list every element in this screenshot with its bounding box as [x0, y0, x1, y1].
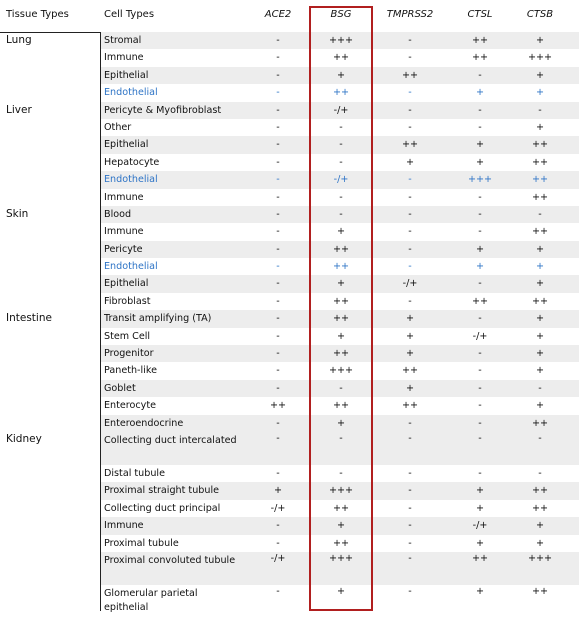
bsg-value: ++ — [332, 295, 350, 307]
ctsl-value: ++ — [471, 295, 489, 307]
ctsl-value: - — [478, 467, 482, 479]
cell-type-label: Transit amplifying (TA) — [104, 313, 212, 325]
tmprss2-value: ++ — [401, 365, 419, 377]
ctsl-value: + — [475, 139, 485, 151]
ctsl-value: -/+ — [472, 520, 488, 532]
bsg-value: -/+ — [333, 174, 349, 186]
tmprss2-value: -/+ — [402, 278, 418, 290]
tmprss2-value: ++ — [401, 69, 419, 81]
table-row — [0, 552, 579, 585]
cell-type-label: Collecting duct intercalated — [104, 434, 237, 446]
ctsb-value: + — [535, 365, 545, 377]
tmprss2-value: - — [408, 295, 412, 307]
table-row — [0, 102, 579, 119]
table-row — [0, 585, 579, 618]
tissue-type-label: Intestine — [6, 312, 52, 325]
table-row — [0, 189, 579, 206]
table-row — [0, 397, 579, 414]
ctsb-value: + — [535, 313, 545, 325]
tmprss2-value: - — [408, 537, 412, 549]
table-row — [0, 432, 579, 465]
ctsb-value: + — [535, 330, 545, 342]
tmprss2-value: - — [408, 432, 412, 444]
table-row — [0, 223, 579, 240]
ctsl-value: + — [475, 585, 485, 597]
header-ctsb: CTSB — [526, 9, 554, 20]
ace2-value: - — [276, 52, 280, 64]
bsg-value: + — [336, 278, 346, 290]
bsg-value: -/+ — [333, 104, 349, 116]
ctsl-value: - — [478, 432, 482, 444]
tmprss2-value: - — [408, 174, 412, 186]
ace2-value: ++ — [269, 400, 287, 412]
table-row — [0, 258, 579, 275]
ctsl-value: + — [475, 485, 485, 497]
ace2-value: - — [276, 69, 280, 81]
tissue-type-label: Liver — [6, 103, 32, 116]
cell-type-column-divider — [100, 32, 101, 611]
ctsl-value: ++ — [471, 35, 489, 46]
cell-type-label: Epithelial — [104, 139, 149, 151]
ace2-value: - — [276, 174, 280, 186]
cell-type-label: Enterocyte — [104, 400, 157, 412]
ctsl-value: - — [478, 208, 482, 220]
ace2-value: - — [276, 365, 280, 377]
ace2-value: - — [276, 537, 280, 549]
table-row — [0, 465, 579, 482]
bsg-value: + — [336, 330, 346, 342]
cell-type-label: Endothelial — [104, 261, 158, 273]
ctsb-value: - — [538, 467, 542, 479]
header-bsg: BSG — [330, 9, 352, 20]
tmprss2-value: + — [405, 156, 415, 168]
ctsb-value: ++ — [531, 226, 549, 238]
ctsl-value: - — [478, 104, 482, 116]
cell-type-label: Immune — [104, 520, 144, 532]
table-row — [0, 49, 579, 66]
ctsb-value: - — [538, 104, 542, 116]
tmprss2-value: + — [405, 330, 415, 342]
ace2-value: - — [276, 104, 280, 116]
ace2-value: - — [276, 467, 280, 479]
tmprss2-value: - — [408, 552, 412, 564]
table-row — [0, 517, 579, 534]
tmprss2-value: + — [405, 313, 415, 325]
ctsl-value: - — [478, 365, 482, 377]
tmprss2-value: - — [408, 467, 412, 479]
cell-type-label: Collecting duct principal — [104, 502, 221, 514]
table-row — [0, 206, 579, 223]
cell-type-label: Distal tubule — [104, 467, 165, 479]
cell-type-label: Epithelial — [104, 278, 149, 290]
cell-type-label: Proximal tubule — [104, 537, 179, 549]
ctsl-value: - — [478, 313, 482, 325]
ctsb-value: ++ — [531, 139, 549, 151]
ctsb-value: + — [535, 278, 545, 290]
ctsb-value: + — [535, 87, 545, 99]
table-row — [0, 275, 579, 292]
table-row — [0, 362, 579, 379]
tmprss2-value: - — [408, 191, 412, 203]
bsg-value: ++ — [332, 348, 350, 360]
bsg-highlight-box — [309, 6, 373, 611]
table-row — [0, 32, 579, 49]
cell-type-label: Progenitor — [104, 348, 154, 360]
ctsl-value: - — [478, 417, 482, 429]
ctsl-value: + — [475, 87, 485, 99]
table-row — [0, 482, 579, 499]
bsg-value: ++ — [332, 537, 350, 549]
ctsb-value: + — [535, 121, 545, 133]
tmprss2-value: - — [408, 208, 412, 220]
bsg-value: +++ — [328, 485, 354, 497]
tmprss2-value: - — [408, 121, 412, 133]
ctsl-value: -/+ — [472, 330, 488, 342]
header-ctsl: CTSL — [467, 9, 493, 20]
tissue-type-label: Skin — [6, 207, 29, 220]
tmprss2-value: - — [408, 502, 412, 514]
ace2-value: - — [276, 139, 280, 151]
ctsl-value: - — [478, 226, 482, 238]
bsg-value: - — [339, 156, 343, 168]
tmprss2-value: ++ — [401, 139, 419, 151]
cell-type-label: Immune — [104, 191, 144, 203]
tmprss2-value: - — [408, 243, 412, 255]
cell-type-label: Endothelial — [104, 87, 158, 99]
tmprss2-value: - — [408, 585, 412, 597]
table-row — [0, 415, 579, 432]
ace2-value: - — [276, 520, 280, 532]
ctsl-value: + — [475, 261, 485, 273]
ace2-value: - — [276, 156, 280, 168]
bsg-value: - — [339, 382, 343, 394]
ace2-value: - — [276, 226, 280, 238]
ctsl-value: + — [475, 502, 485, 514]
bsg-value: + — [336, 417, 346, 429]
ctsl-value: - — [478, 348, 482, 360]
tmprss2-value: - — [408, 485, 412, 497]
cell-type-label: Glomerular parietal epithelial — [104, 587, 198, 613]
tmprss2-value: - — [408, 520, 412, 532]
bsg-value: - — [339, 467, 343, 479]
table-row — [0, 535, 579, 552]
ace2-value: - — [276, 208, 280, 220]
header-cell-types: Cell Types — [104, 9, 155, 20]
header-tmprss2: TMPRSS2 — [386, 9, 434, 20]
ace2-value: - — [276, 121, 280, 133]
tmprss2-value: - — [408, 226, 412, 238]
table-row — [0, 119, 579, 136]
table-row — [0, 84, 579, 101]
bsg-value: ++ — [332, 502, 350, 514]
ctsb-value: +++ — [527, 52, 553, 64]
bsg-value: ++ — [332, 313, 350, 325]
ctsl-value: + — [475, 537, 485, 549]
ctsb-value: + — [535, 537, 545, 549]
bsg-value: - — [339, 208, 343, 220]
table-row — [0, 136, 579, 153]
ace2-value: - — [276, 295, 280, 307]
ace2-value: + — [273, 485, 283, 497]
table-row — [0, 310, 579, 327]
ctsb-value: ++ — [531, 174, 549, 186]
tmprss2-value: ++ — [401, 400, 419, 412]
ctsl-value: + — [475, 243, 485, 255]
bsg-value: - — [339, 191, 343, 203]
ace2-value: - — [276, 330, 280, 342]
ace2-value: -/+ — [270, 552, 286, 564]
table-row — [0, 345, 579, 362]
cell-type-label: Other — [104, 121, 132, 133]
ctsb-value: - — [538, 208, 542, 220]
bsg-value: + — [336, 226, 346, 238]
ctsb-value: ++ — [531, 156, 549, 168]
ctsb-value: ++ — [531, 417, 549, 429]
bsg-value: +++ — [328, 35, 354, 46]
bsg-value: ++ — [332, 52, 350, 64]
table-body — [0, 32, 579, 618]
ace2-value: - — [276, 313, 280, 325]
tissue-type-label: Kidney — [6, 432, 42, 445]
ctsb-value: + — [535, 520, 545, 532]
ace2-value: - — [276, 585, 280, 597]
ace2-value: - — [276, 348, 280, 360]
ace2-value: - — [276, 382, 280, 394]
bsg-value: + — [336, 520, 346, 532]
ctsb-value: ++ — [531, 502, 549, 514]
tmprss2-value: - — [408, 417, 412, 429]
ctsl-value: - — [478, 69, 482, 81]
ctsl-value: ++ — [471, 52, 489, 64]
bsg-value: + — [336, 585, 346, 597]
tmprss2-value: + — [405, 382, 415, 394]
ctsb-value: + — [535, 348, 545, 360]
bsg-value: - — [339, 139, 343, 151]
ace2-value: - — [276, 261, 280, 273]
ctsl-value: - — [478, 121, 482, 133]
ace2-value: - — [276, 243, 280, 255]
header-tissue-types: Tissue Types — [6, 9, 69, 20]
ctsb-value: + — [535, 69, 545, 81]
cell-type-label: Immune — [104, 52, 144, 64]
cell-type-label: Epithelial — [104, 69, 149, 81]
ctsb-value: ++ — [531, 191, 549, 203]
cell-type-label: Paneth-like — [104, 365, 157, 377]
cell-type-label: Pericyte & Myofibroblast — [104, 104, 222, 116]
bsg-value: ++ — [332, 261, 350, 273]
cell-type-label: Immune — [104, 226, 144, 238]
ctsl-value: + — [475, 156, 485, 168]
cell-type-label: Enteroendocrine — [104, 417, 184, 429]
table-row — [0, 500, 579, 517]
ace2-value: - — [276, 87, 280, 99]
ctsb-value: + — [535, 35, 545, 46]
cell-type-label: Goblet — [104, 382, 136, 394]
cell-type-label: Hepatocyte — [104, 156, 160, 168]
ctsl-value: - — [478, 400, 482, 412]
ctsb-value: ++ — [531, 585, 549, 597]
ctsb-value: ++ — [531, 485, 549, 497]
bsg-value: - — [339, 432, 343, 444]
table-header — [0, 0, 579, 32]
ace2-value: - — [276, 432, 280, 444]
ace2-value: -/+ — [270, 502, 286, 514]
bsg-value: - — [339, 121, 343, 133]
ctsb-value: +++ — [527, 552, 553, 564]
bsg-value: +++ — [328, 365, 354, 377]
table-row — [0, 67, 579, 84]
ctsb-value: + — [535, 400, 545, 412]
tissue-type-label: Lung — [6, 34, 32, 46]
cell-type-label: Proximal convoluted tubule — [104, 554, 236, 566]
cell-type-label: Proximal straight tubule — [104, 485, 220, 497]
ctsb-value: - — [538, 382, 542, 394]
table-row — [0, 380, 579, 397]
ctsb-value: + — [535, 243, 545, 255]
bsg-value: ++ — [332, 87, 350, 99]
tmprss2-value: - — [408, 261, 412, 273]
table-row — [0, 293, 579, 310]
ace2-value: - — [276, 191, 280, 203]
ctsb-value: ++ — [531, 295, 549, 307]
tmprss2-value: - — [408, 35, 412, 46]
ctsl-value: ++ — [471, 552, 489, 564]
tmprss2-value: - — [408, 52, 412, 64]
cell-type-label: Stromal — [104, 35, 142, 46]
table-row — [0, 171, 579, 188]
table-row — [0, 154, 579, 171]
ctsl-value: - — [478, 191, 482, 203]
bsg-value: ++ — [332, 400, 350, 412]
bsg-value: +++ — [328, 552, 354, 564]
tmprss2-value: + — [405, 348, 415, 360]
bsg-value: ++ — [332, 243, 350, 255]
bsg-value: + — [336, 69, 346, 81]
ace2-value: - — [276, 278, 280, 290]
cell-type-label: Fibroblast — [104, 295, 151, 307]
table-row — [0, 241, 579, 258]
cell-type-label: Stem Cell — [104, 330, 151, 342]
ctsb-value: + — [535, 261, 545, 273]
table-row — [0, 328, 579, 345]
tmprss2-value: - — [408, 87, 412, 99]
cell-type-label: Blood — [104, 208, 132, 220]
ace2-value: - — [276, 417, 280, 429]
cell-type-label: Endothelial — [104, 174, 158, 186]
ctsb-value: - — [538, 432, 542, 444]
header-ace2: ACE2 — [264, 9, 292, 20]
tmprss2-value: - — [408, 104, 412, 116]
ctsl-value: +++ — [467, 174, 493, 186]
ctsl-value: - — [478, 278, 482, 290]
ctsl-value: - — [478, 382, 482, 394]
cell-type-label: Pericyte — [104, 243, 143, 255]
ace2-value: - — [276, 35, 280, 46]
